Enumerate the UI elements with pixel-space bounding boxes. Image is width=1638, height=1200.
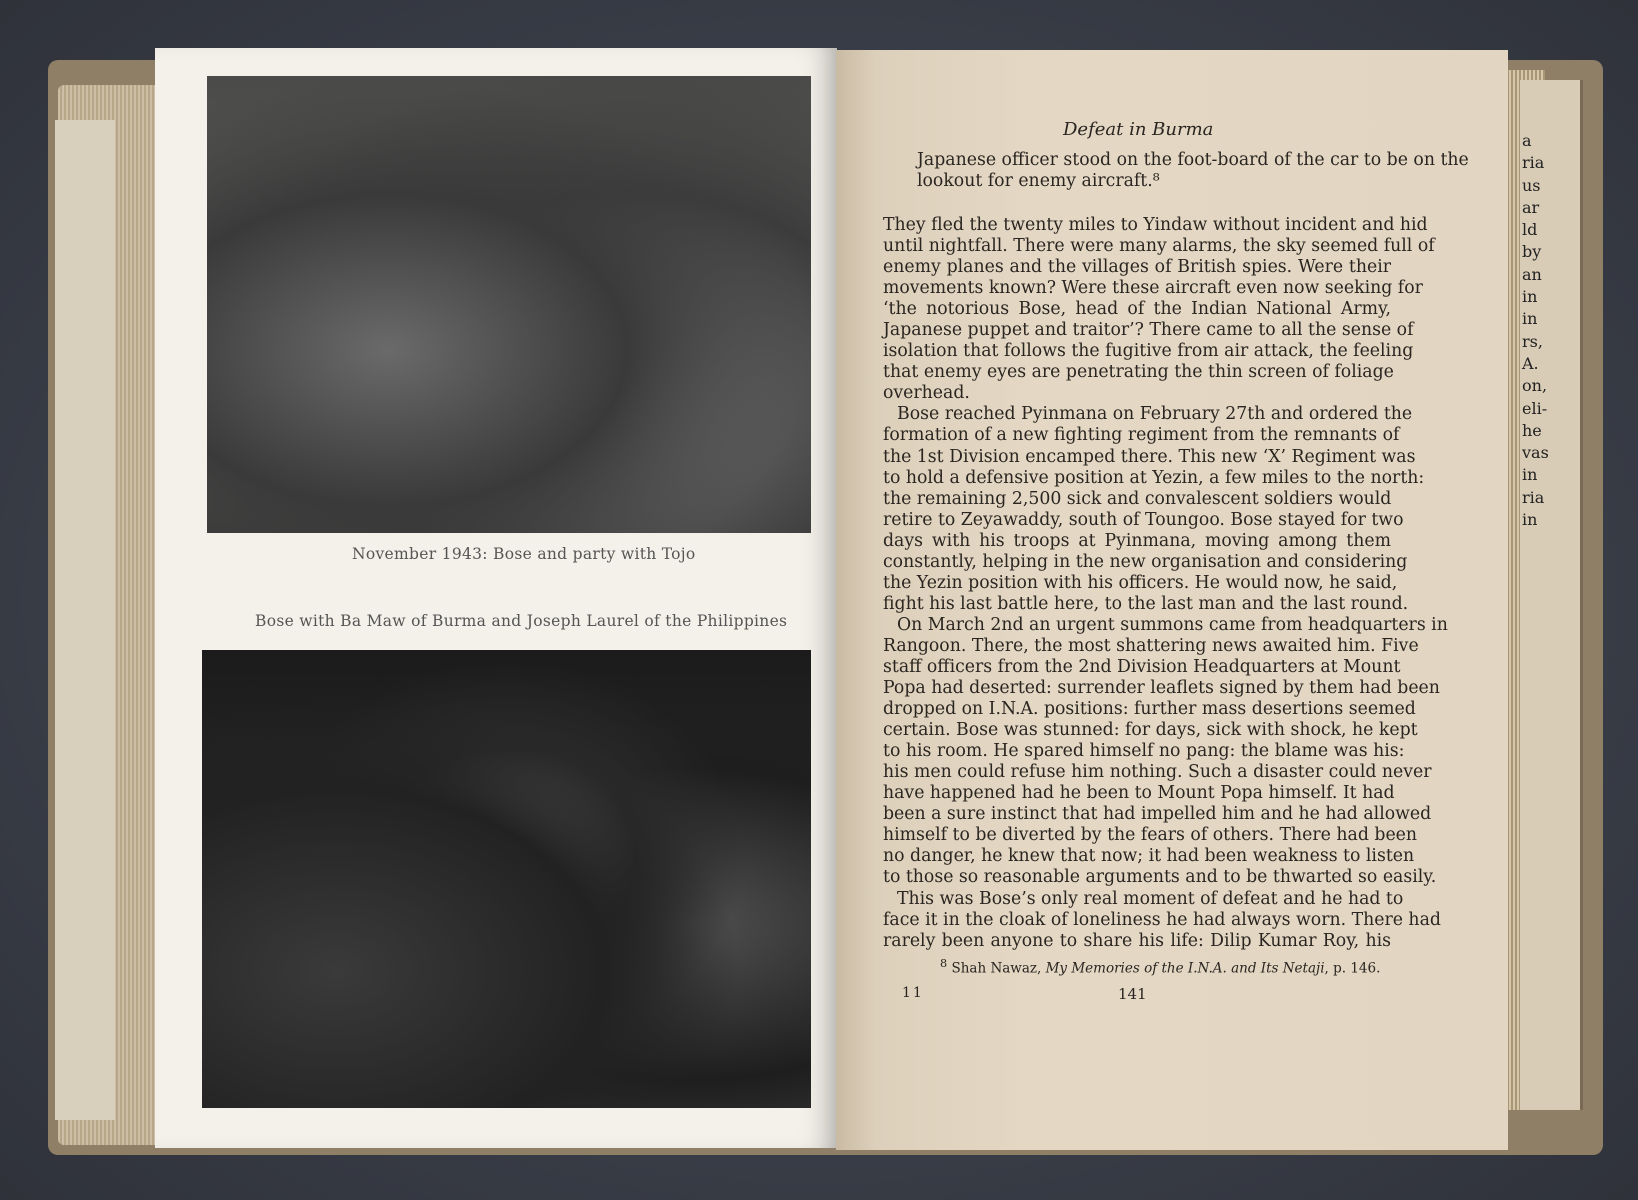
- text-line: his men could refuse him nothing. Such a disaster could never: [883, 762, 1432, 783]
- text-line: staff officers from the 2nd Division Headquarters at Mount: [883, 656, 1401, 677]
- text-line: been a sure instinct that had impelled him and he had allowed: [883, 804, 1432, 825]
- continuation-text: [917, 150, 1469, 192]
- running-head: Defeat in Burma: [1063, 119, 1214, 140]
- text-line: Bose reached Pyinmana on February 27th and ordered the: [897, 404, 1413, 425]
- text-line: to those so reasonable arguments and to be thwarted so easily.: [883, 867, 1437, 888]
- flap-fragment: on,: [1522, 376, 1548, 396]
- text-line: to hold a defensive position at Yezin, a few miles to the north:: [883, 467, 1425, 488]
- flap-fragment: in: [1522, 465, 1538, 485]
- page-number: 141: [1118, 985, 1147, 1003]
- text-line: On March 2nd an urgent summons came from headquarters in: [897, 614, 1448, 635]
- flap-fragment: us: [1522, 175, 1541, 195]
- text-line: that enemy eyes are penetrating the thin screen of foliage: [883, 362, 1394, 383]
- text-line: the remaining 2,500 sick and convalescent soldiers would: [883, 488, 1392, 509]
- text-line: no danger, he knew that now; it had been weakness to listen: [883, 846, 1415, 867]
- text-line: certain. Bose was stunned: for days, sick with shock, he kept: [883, 720, 1418, 741]
- text-line: They fled the twenty miles to Yindaw without incident and hid: [883, 215, 1428, 235]
- flap-fragment: ria: [1522, 487, 1545, 507]
- text-line: the 1st Division encamped there. This new ‘X’ Regiment was: [883, 446, 1416, 467]
- text-line: Japanese officer stood on the foot-board of the car to be on the: [917, 150, 1469, 170]
- flap-fragment: vas: [1522, 443, 1549, 463]
- text-line: have happened had he been to Mount Popa himself. It had: [883, 783, 1395, 804]
- text-line: lookout for enemy aircraft.⁸: [917, 171, 1160, 192]
- text-line: Popa had deserted: surrender leaflets signed by them had been: [883, 678, 1440, 699]
- body-text: [883, 215, 1448, 952]
- text-line: isolation that follows the fugitive from air attack, the feeling: [883, 341, 1414, 362]
- flap-fragment: by: [1522, 242, 1542, 262]
- text-line: dropped on I.N.A. positions: further mass desertions seemed: [883, 699, 1416, 720]
- text-line: to his room. He spared himself no pang: the blame was his:: [883, 741, 1405, 762]
- flap-fragment: ld: [1522, 220, 1538, 240]
- flap-fragment: rs,: [1522, 331, 1543, 351]
- signature-mark: 11: [902, 985, 924, 1001]
- jacket-flap-text: [1522, 130, 1549, 531]
- footnote-author: Shah Nawaz,: [951, 960, 1046, 977]
- text-line: fight his last battle here, to the last man and the last round.: [883, 593, 1409, 614]
- flap-fragment: he: [1522, 420, 1542, 440]
- footnote-page: , p. 146.: [1324, 960, 1381, 977]
- caption-bottom: Bose with Ba Maw of Burma and Joseph Laurel of the Philippines: [255, 612, 788, 630]
- flap-fragment: A.: [1522, 353, 1539, 373]
- photo-bose-ba-maw-laurel: [202, 650, 811, 1108]
- text-line: rarely been anyone to share his life: Dilip Kumar Roy, his: [883, 930, 1391, 951]
- flap-fragment: in: [1522, 287, 1538, 307]
- flap-fragment: ar: [1522, 197, 1540, 217]
- footnote-title: My Memories of the I.N.A. and Its Netaji: [1045, 960, 1325, 977]
- text-line: the Yezin position with his officers. He would now, he said,: [883, 572, 1398, 593]
- text-line: until nightfall. There were many alarms, the sky seemed full of: [883, 236, 1435, 257]
- text-line: days with his troops at Pyinmana, moving among them: [883, 530, 1391, 551]
- photo-bose-with-tojo: [207, 76, 811, 533]
- flap-fragment: in: [1522, 309, 1538, 329]
- text-line: constantly, helping in the new organisation and considering: [883, 551, 1408, 572]
- flap-fragment: eli-: [1522, 398, 1548, 418]
- text-line: ‘the notorious Bose, head of the Indian National Army,: [883, 299, 1391, 320]
- text-line: enemy planes and the villages of British spies. Were their: [883, 257, 1391, 278]
- caption-top: November 1943: Bose and party with Tojo: [352, 545, 696, 563]
- jacket-flap-left: [55, 120, 115, 1120]
- text-line: movements known? Were these aircraft even now seeking for: [883, 278, 1423, 299]
- footnote: [940, 957, 1380, 977]
- text-line: formation of a new fighting regiment from the remnants of: [883, 425, 1400, 446]
- footnote-mark: 8: [940, 957, 948, 970]
- text-line: Japanese puppet and traitor’? There came to all the sense of: [883, 320, 1414, 341]
- text-line: Rangoon. There, the most shattering news awaited him. Five: [883, 635, 1419, 656]
- text-line: overhead.: [883, 383, 970, 404]
- flap-fragment: in: [1522, 510, 1538, 530]
- text-line: face it in the cloak of loneliness he had always worn. There had: [883, 909, 1441, 930]
- text-line: himself to be diverted by the fears of others. There had been: [883, 825, 1418, 846]
- text-line: retire to Zeyawaddy, south of Toungoo. Bose stayed for two: [883, 509, 1404, 530]
- flap-fragment: a: [1522, 131, 1532, 150]
- text-line: This was Bose’s only real moment of defeat and he had to: [897, 888, 1404, 909]
- flap-fragment: an: [1522, 264, 1542, 284]
- flap-fragment: ria: [1522, 153, 1545, 173]
